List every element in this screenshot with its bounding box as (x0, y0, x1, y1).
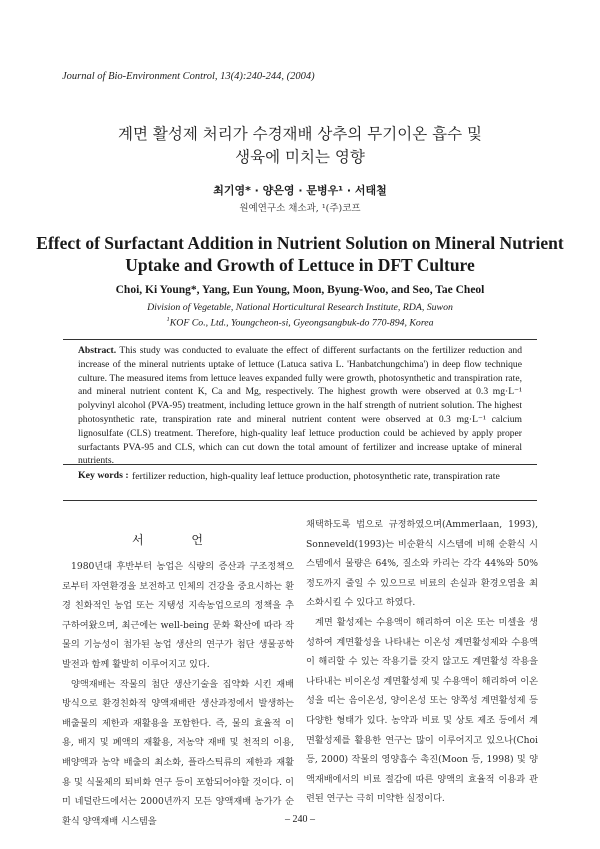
korean-affiliation: 원예연구소 채소과, ¹(주)코프 (239, 203, 361, 214)
english-title-line1: Effect of Surfactant Addition in Nutrient Solution on Mineral Nutrient (36, 233, 564, 253)
left-paragraph-2: 양액재배는 작물의 첨단 생산기술을 집약화 시킨 재배 방식으로 환경친화적 양액재배란 생산과정에서 발생하는 배출물의 제한과 재활용을 포함한다. 즉, 물의 효율적 이용, 배지 및 폐액의 재활용, 저농약 재배 및 천적의 이용, 배양액과 농약 배출의 최소화, 플라스틱류의 제한과 재활용 및 식물체의 퇴비화 연구 등이 포함되어야할 것이다. 이미 네덜란드에서는 2000년까지 모든 양액재배 농가가 순환식 양액재배 시스템을 (62, 678, 294, 827)
keywords-bottom-rule (63, 500, 537, 501)
abstract-top-rule (63, 339, 537, 340)
english-affiliation-line2 (0, 316, 600, 328)
english-affiliation-line1: Division of Vegetable, National Horticultural Research Institute, RDA, Suwon (147, 302, 453, 313)
affiliation-text: KOF Co., Ltd., Youngcheon-si, Gyeongsangbuk-do 770-894, Korea (169, 317, 434, 329)
korean-title-line2: 생육에 미치는 영향 (235, 148, 365, 166)
keywords-label: Key words : (78, 470, 129, 481)
right-paragraph-2: 계면 활성제는 수용액이 해리하여 이온 또는 미셀을 생성하여 계면활성을 나타내는 이온성 계면활성제와 수용액이 해리할 수 있는 작용기를 갖지 않고도 계면활성 작용을 나타내는 비이온성 계면활성제 및 수용액이 해리하여 이온성을 띠는 음이온성, 양이온성 또는 양쪽성 계면활성제 등 다양한 형태가 있다. 농약과 비료 및 상토 제조 등에서 계면활성제를 활용한 연구는 많이 이루어지고 있으나(Choi 등, 2000) 작물의 영양흡수 촉진(Moon 등, 1998) 및 양액재배에서의 비료 절감에 따른 양액의 효율적 이용과 관련된 연구는 극히 미약한 실정이다. (306, 616, 538, 805)
abstract-block (78, 344, 522, 468)
right-column (306, 515, 538, 809)
english-title-line2: Uptake and Growth of Lettuce in DFT Culture (125, 255, 475, 275)
abstract-label: Abstract. (78, 345, 117, 356)
journal-citation: Journal of Bio-Environment Control, 13(4):240-244, (2004) (62, 71, 315, 82)
korean-authors: 최기영* · 양은영 · 문병우¹ · 서태철 (213, 184, 387, 197)
abstract-text: This study was conducted to evaluate the effect of different surfactants on the fertilizer reduction and increase of the mineral nutrients uptake of lettuce (Latuca sativa L. 'Hanbatchungchima') in deep flow technique culture. The measured items from lettuce leaves expanded fully were growth, photosynthetic and transpiration rate, and mineral nutrient content K, Ca and Mg, respectively. The highest growth were observed at 0.3 mg·L⁻¹ polyvinyl alcohol (PVA-95) treatment, including lettuce grown in the half strength of nutrient solution. The highest photosynthetic rate, transpiration rate and mineral nutrient content were observed at 0.3 mg·L⁻¹ calcium lignosulfate (CLS) treatment. Therefore, high-quality leaf lettuce production could be achieved by apply proper surfactants PVA-95 and CLS, which can cut down the total amount of fertilizer and increase uptake of mineral nutrients. (78, 345, 522, 467)
korean-title-line1: 계면 활성제 처리가 수경재배 상추의 무기이온 흡수 및 (118, 125, 482, 143)
keywords-text: fertilizer reduction, high-quality leaf lettuce production, photosynthetic rate, transpiration rate (132, 471, 500, 482)
section-heading: 서 언 (132, 533, 225, 547)
left-column (62, 557, 294, 831)
left-paragraph-1: 1980년대 후반부터 농업은 식량의 증산과 구조정책으로부터 자연환경을 보전하고 인체의 건강을 중요시하는 환경 친화적인 농업 또는 지탱성 지속농업으로의 정책을 추구하여왔으며, 최근에는 well-being 문화 확산에 따라 작물의 기능성이 첨가된 농업 생산의 연구가 첨단 생물공학 발전과 함께 활발히 이루어지고 있다. (62, 561, 294, 670)
right-paragraph-1: 채택하도록 법으로 규정하였으며(Ammerlaan, 1993), Sonneveld(1993)는 비순환식 시스템에 비해 순환식 시스템에서 물량은 64%, 질소와 카리는 각각 44%와 50% 정도까지 줄일 수 있으므로 비료의 손실과 환경오염을 최소화시킬 수 있다고 하였다. (306, 519, 538, 609)
affiliation-superscript: 1 (166, 316, 170, 323)
english-authors: Choi, Ki Young*, Yang, Eun Young, Moon, Byung-Woo, and Seo, Tae Cheol (115, 284, 485, 296)
keywords-top-rule (63, 464, 537, 465)
page-number: – 240 – (285, 814, 315, 825)
